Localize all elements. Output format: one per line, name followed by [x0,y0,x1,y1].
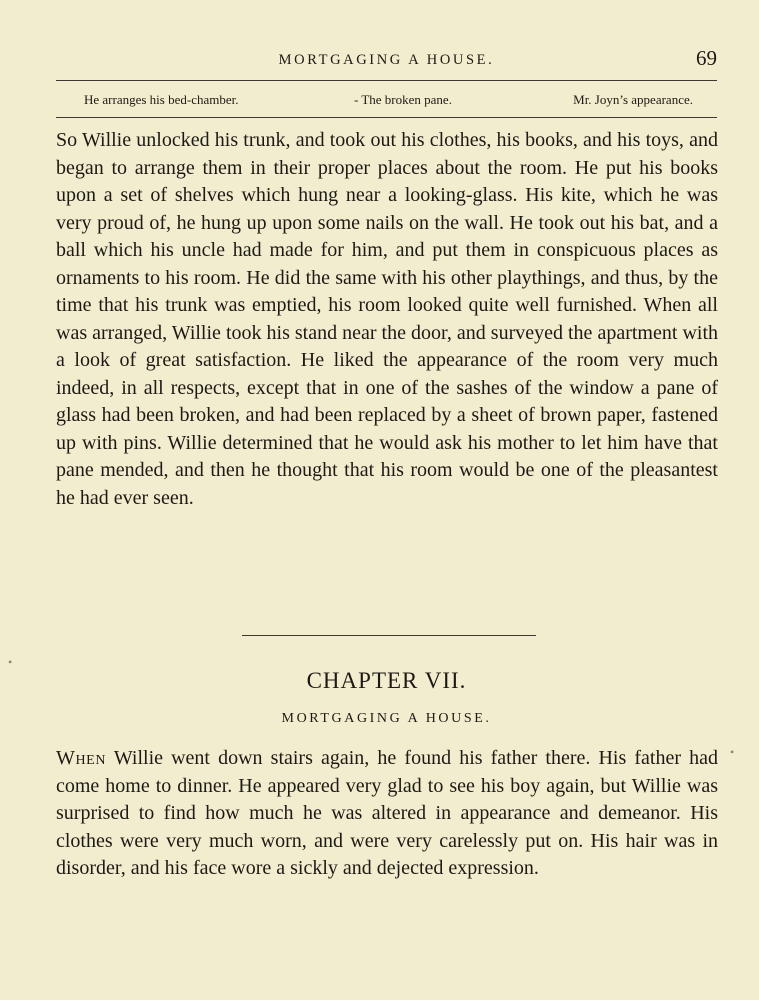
chapter-opening-text: Willie went down stairs again, he found his father there. His father had come home to dinner. He appeared very glad to see his boy again, but Willie was surprised to find how much he was altered in appearance and demeanor. His clothes were very much worn, and were very carelessly put on. His hair was in disorder, and his face wore a sickly and dejected expression. [56,747,718,879]
margin-speck: • [8,655,13,669]
marginal-note-bed-chamber: He arranges his bed-chamber. [84,92,239,107]
body-paragraph-1: So Willie unlocked his trunk, and took out his clothes, his books, and his toys, and began to arrange them in their proper places about the room. He put his books upon a set of shelves which hung near a looking-glass. His kite, which he was very proud of, he hung up upon some nails on the wall. He took out his bat, and a ball which his uncle had made for him, and put them in conspicuous places as ornaments to his room. He did the same with his other playthings, and thus, by the time that his trunk was emptied, his room looked quite well furnished. When all was arranged, Willie took his stand near the door, and surveyed the apartment with a look of great satisfaction. He liked the appearance of the room very much indeed, in all respects, except that in one of the sashes of the window a pane of glass had been broken, and had been replaced by a sheet of brown paper, fastened up with pins. Willie determined that he would ask his mother to let him have that pane mended, and then he thought that his room would be one of the pleasantest he had ever seen. [56,129,718,509]
chapter-opening-word: When [56,747,107,769]
chapter-title: CHAPTER VII. [306,668,467,693]
section-divider [242,635,536,636]
marginal-note-broken-pane: - The broken pane. [354,92,452,107]
running-title: MORTGAGING A HOUSE. [278,52,495,68]
page-number: 69 [696,46,717,70]
marginal-notes [84,92,693,112]
margin-speck: • [730,745,735,759]
chapter-subtitle: MORTGAGING A HOUSE. [281,711,492,726]
running-head [56,46,717,74]
body-paragraph-2 [56,745,718,883]
header-rule [56,80,717,81]
notes-rule [56,117,717,118]
marginal-note-appearance: Mr. Joyn’s appearance. [573,92,693,107]
